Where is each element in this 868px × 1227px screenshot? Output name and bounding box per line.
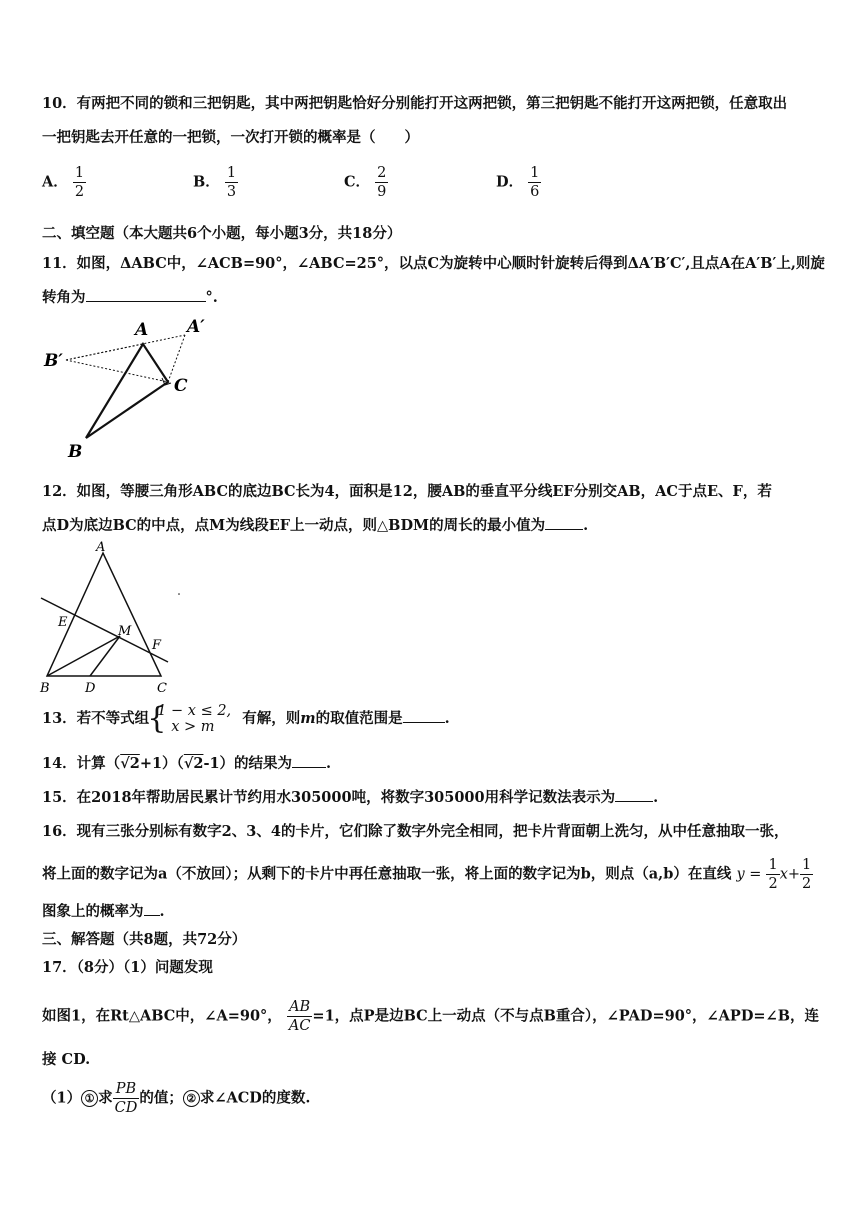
q11-line2: 转角为 °. <box>42 289 218 306</box>
q12-line2: 点D为底边BC的中点，点M为线段EF上一动点，则△BDM的周长的最小值为 . <box>42 517 589 534</box>
label-C: C <box>174 376 188 396</box>
q17-heading: 17．（8分）（1）问题发现 <box>42 959 213 976</box>
answer-blank <box>292 755 326 768</box>
label-B: B <box>40 681 50 696</box>
label-M: M <box>118 624 132 639</box>
answer-blank <box>545 517 583 530</box>
q12-line1: 12．如图，等腰三角形ABC的底边BC长为4，面积是12，腰AB的垂直平分线EF分别交AB，AC于点E、F，若 <box>42 483 772 500</box>
inequality-system: { 1 − x ≤ 2, x > m <box>149 703 231 735</box>
q15-line: 15．在2018年帮助居民累计节约用水305000吨，将数字305000用科学记数法表示为 . <box>42 789 659 806</box>
label-D: D <box>85 681 96 696</box>
q17-para1: 如图1，在Rt△ABC中，∠A=90°， $\frac{AB}{AC}$ =1，点P是边BC上一动点（不与点B重合），∠PAD=90°，∠APD=∠B，连 <box>42 999 819 1034</box>
label-A-prime: A′ <box>187 317 205 337</box>
answer-blank <box>144 903 160 916</box>
answer-blank <box>403 710 445 723</box>
answer-blank <box>615 789 653 802</box>
label-C: C <box>157 681 167 696</box>
q11-figure <box>40 315 240 465</box>
section3-heading: 三、解答题（共8题，共72分） <box>42 931 247 948</box>
q17-sub1: （1） ① 求 $\frac{PB}{CD}$ 的值； ② 求∠ACD的度数. <box>42 1081 311 1116</box>
q10-line1: 10．有两把不同的锁和三把钥匙，其中两把钥匙恰好分别能打开这两把锁，第三把钥匙不能打开这两把锁，任意取出 <box>42 95 788 112</box>
q10-option-d: D． $\frac{1}{6}$ <box>496 165 540 200</box>
q10-option-a: A． $\frac{1}{2}$ <box>42 165 85 200</box>
answer-blank <box>86 289 206 302</box>
q16-line2: 将上面的数字记为a（不放回）；从剩下的卡片中再任意抽取一张，将上面的数字记为b，则点（a,b）在直线 y = $\frac{1}{2}$ x+ $\frac{1}{2}$ <box>42 857 812 892</box>
label-B: B <box>68 442 83 462</box>
label-E: E <box>58 615 68 630</box>
label-A: A <box>96 540 106 555</box>
q11-line1: 11．如图，ΔABC中，∠ACB=90°，∠ABC=25°，以点C为旋转中心顺时针旋转后得到ΔA′B′C′,且点A在A′B′上,则旋 <box>42 255 825 272</box>
q10-option-c: C． $\frac{2}{9}$ <box>344 165 387 200</box>
q17-para2: 接 CD. <box>42 1051 91 1068</box>
q13-line: 13．若不等式组 { 1 − x ≤ 2, x > m 有解，则m的取值范围是 . <box>42 703 450 735</box>
q10-line2: 一把钥匙去开任意的一把锁，一次打开锁的概率是（ ） <box>42 129 419 146</box>
q16-line3: 图象上的概率为 . <box>42 903 165 920</box>
label-A: A <box>135 320 149 340</box>
q16-line1: 16．现有三张分别标有数字2、3、4的卡片，它们除了数字外完全相同，把卡片背面朝上洗匀，从中任意抽取一张， <box>42 823 789 840</box>
label-B-prime: B′ <box>44 351 63 371</box>
section2-heading: 二、填空题（本大题共6个小题，每小题3分，共18分） <box>42 225 402 242</box>
label-F: F <box>152 638 162 653</box>
q10-option-b: B． $\frac{1}{3}$ <box>193 165 237 200</box>
q12-figure <box>36 538 236 698</box>
q14-line: 14．计算（√2+1）（√2-1）的结果为 . <box>42 755 332 772</box>
